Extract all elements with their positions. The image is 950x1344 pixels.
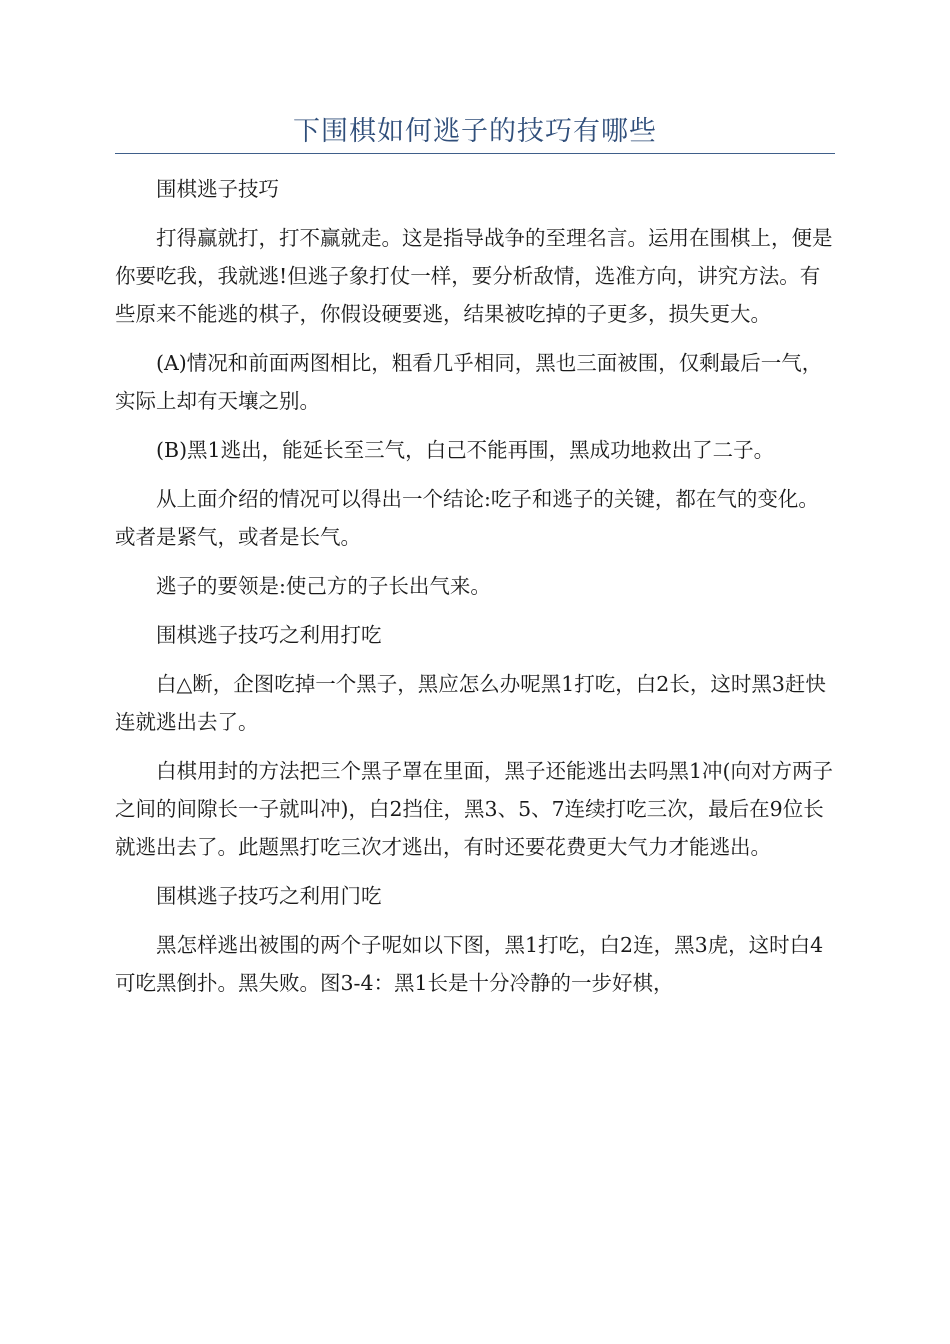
title-underline <box>115 153 835 154</box>
paragraph: 打得赢就打，打不赢就走。这是指导战争的至理名言。运用在围棋上，便是你要吃我，我就逃!但逃子象打仗一样，要分析敌情，选准方向，讲究方法。有些原来不能逃的棋子，你假设硬要逃，结果被吃掉的子更多，损失更大。 <box>115 226 833 326</box>
document-title: 下围棋如何逃子的技巧有哪些 <box>293 116 657 147</box>
paragraph: (B)黑1逃出，能延长至三气，白己不能再围，黑成功地救出了二子。 <box>156 438 775 462</box>
document-body <box>115 170 835 1013</box>
paragraph: (A)情况和前面两图相比，粗看几乎相同，黑也三面被围，仅剩最后一气，实际上却有天壤之别。 <box>115 351 823 413</box>
paragraph: 逃子的要领是:使己方的子长出气来。 <box>156 574 491 598</box>
paragraph: 黑怎样逃出被围的两个子呢如以下图，黑1打吃，白2连，黑3虎，这时白4可吃黑倒扑。黑失败。图3-4：黑1长是十分冷静的一步好棋， <box>115 933 824 995</box>
paragraph: 从上面介绍的情况可以得出一个结论:吃子和逃子的关键，都在气的变化。或者是紧气，或者是长气。 <box>115 487 819 549</box>
section-heading: 围棋逃子技巧之利用打吃 <box>156 623 382 647</box>
paragraph: 白△断，企图吃掉一个黑子，黑应怎么办呢黑1打吃，白2长，这时黑3赶快连就逃出去了。 <box>115 672 826 734</box>
paragraph: 白棋用封的方法把三个黑子罩在里面，黑子还能逃出去吗黑1冲(向对方两子之间的间隙长一子就叫冲)，白2挡住，黑3、5、7连续打吃三次，最后在9位长就逃出去了。此题黑打吃三次才逃出，有时还要花费更大气力才能逃出。 <box>115 759 834 859</box>
section-heading: 围棋逃子技巧 <box>156 177 279 201</box>
section-heading: 围棋逃子技巧之利用门吃 <box>156 884 382 908</box>
